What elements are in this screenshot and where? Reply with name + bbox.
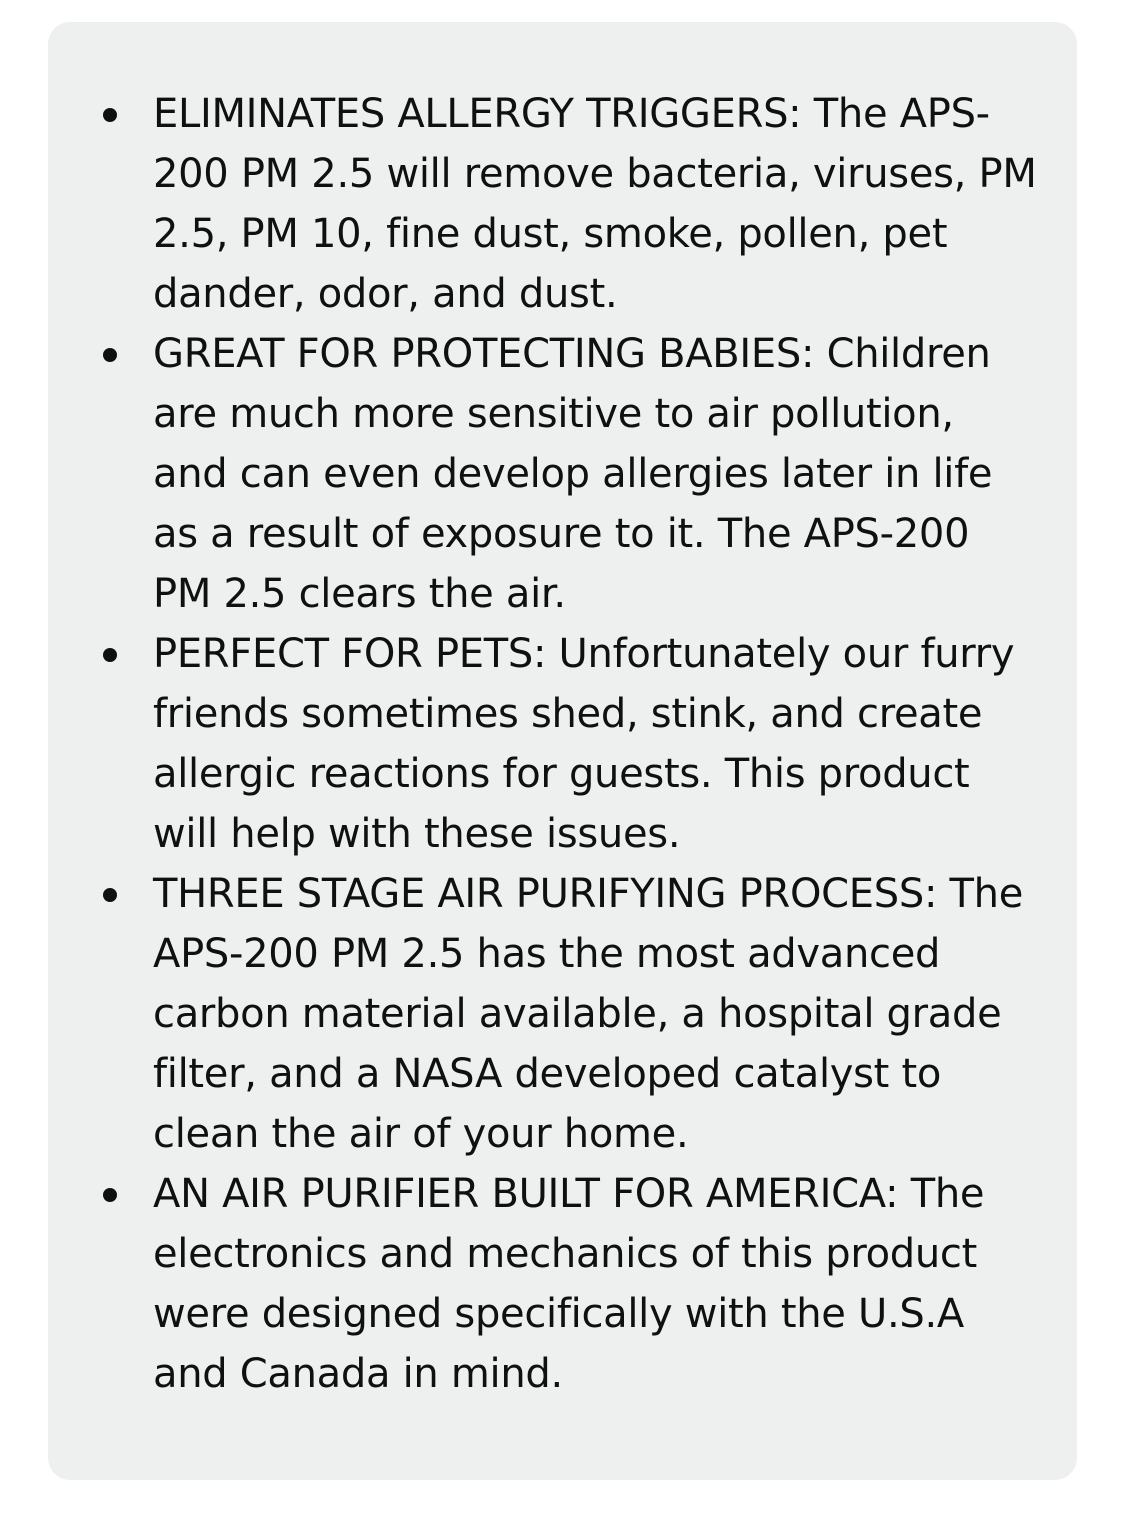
bullet-dot-icon [103,888,117,902]
bullet-dot-icon [103,348,117,362]
feature-bullet-item [48,864,1077,1164]
feature-bullet-item [48,624,1077,864]
product-features-card [48,22,1077,1480]
feature-bullet-text: THREE STAGE AIR PURIFYING PROCESS: The APS-200 PM 2.5 has the most advanced carbon material available, a hospital grade filter, and a NASA developed catalyst to clean the air of your home. [153,871,1024,1157]
bullet-dot-icon [103,108,117,122]
feature-bullet-text: GREAT FOR PROTECTING BABIES: Children are much more sensitive to air pollution, and can even develop allergies later in life as a result of exposure to it. The APS-200 PM 2.5 clears the air. [153,331,993,617]
bullet-dot-icon [103,1188,117,1202]
feature-bullet-text: PERFECT FOR PETS: Unfortunately our furry friends sometimes shed, stink, and create allergic reactions for guests. This product will help with these issues. [153,631,1015,857]
feature-bullet-item [48,324,1077,624]
bullet-dot-icon [103,648,117,662]
feature-bullet-text: ELIMINATES ALLERGY TRIGGERS: The APS-200 PM 2.5 will remove bacteria, viruses, PM 2.5, PM 10, fine dust, smoke, pollen, pet dander, odor, and dust. [153,91,1037,317]
feature-bullet-item [48,1164,1077,1404]
feature-bullet-item [48,84,1077,324]
feature-bullet-list [48,84,1077,1404]
feature-bullet-text: AN AIR PURIFIER BUILT FOR AMERICA: The electronics and mechanics of this product were designed specifically with the U.S.A and Canada in mind. [153,1171,985,1397]
